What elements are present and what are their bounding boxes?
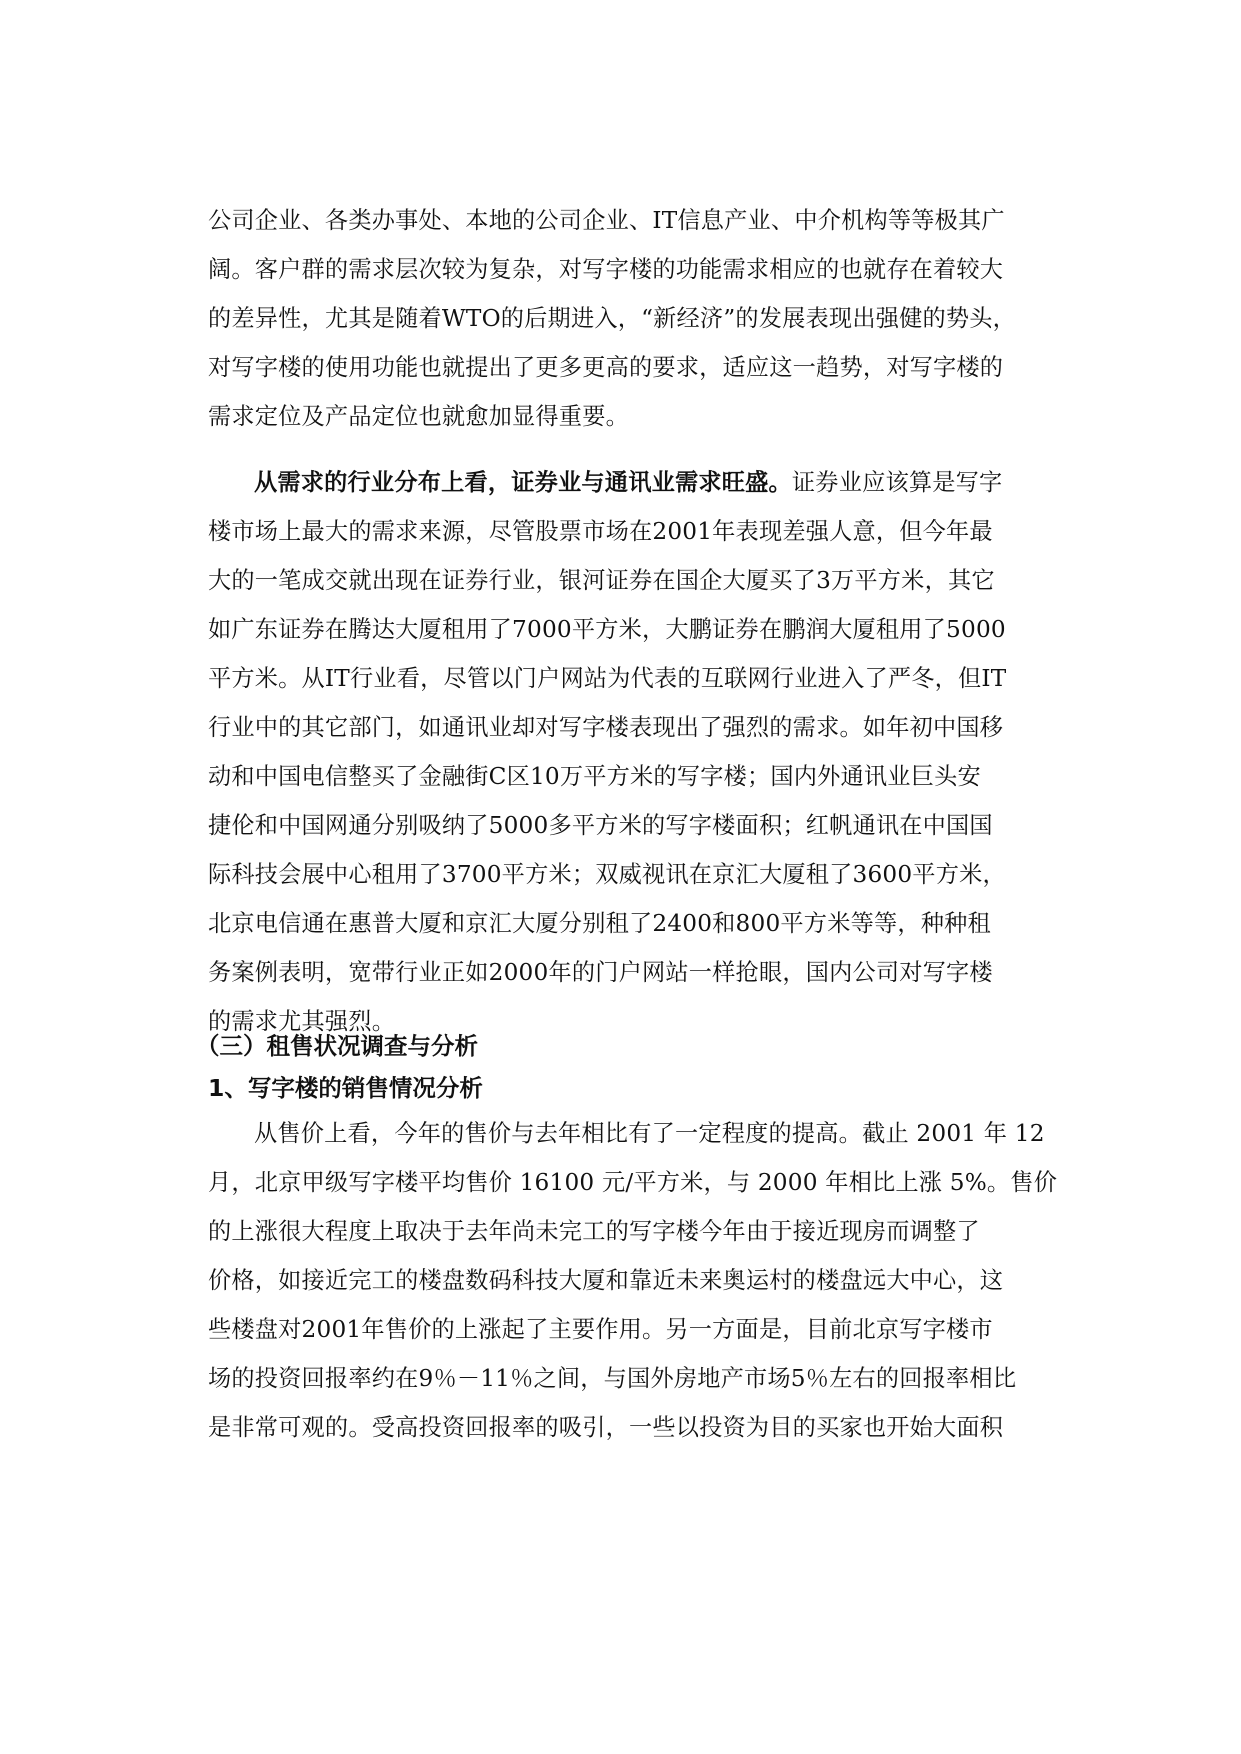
- text-line-first: 从售价上看，今年的售价与去年相比有了一定程度的提高。截止 2001 年 12: [254, 1120, 1045, 1147]
- paragraph-client-demand: [208, 196, 1048, 441]
- text-line: 的上涨很大程度上取决于去年尚未完工的写字楼今年由于接近现房而调整了: [208, 1218, 980, 1245]
- text-line-first: [208, 458, 1048, 507]
- paragraph-sales-analysis: [208, 1109, 1058, 1452]
- text-line: 价格，如接近完工的楼盘数码科技大厦和靠近未来奥运村的楼盘远大中心，这: [208, 1267, 1004, 1294]
- text-line: 场的投资回报率约在9％－11％之间，与国外房地产市场5％左右的回报率相比: [208, 1365, 1017, 1392]
- text-line: 是非常可观的。受高投资回报率的吸引，一些以投资为目的买家也开始大面积: [208, 1414, 1004, 1441]
- text-line: 务案例表明，宽带行业正如2000年的门户网站一样抢眼，国内公司对写字楼: [208, 959, 993, 986]
- text-line: 北京电信通在惠普大厦和京汇大厦分别租了2400和800平方米等等，种种租: [208, 910, 991, 937]
- text-line: 际科技会展中心租用了3700平方米；双威视讯在京汇大厦租了3600平方米，: [208, 861, 1006, 888]
- text-line: 些楼盘对2001年售价的上涨起了主要作用。另一方面是，目前北京写字楼市: [208, 1316, 993, 1343]
- text-line: 动和中国电信整买了金融街C区10万平方米的写字楼；国内外通讯业巨头安: [208, 763, 981, 790]
- text-line: 阔。客户群的需求层次较为复杂，对写字楼的功能需求相应的也就存在着较大: [208, 256, 1004, 283]
- text-line: 楼市场上最大的需求来源，尽管股票市场在2001年表现差强人意，但今年最: [208, 518, 993, 545]
- text-line: 大的一笔成交就出现在证券行业，银河证券在国企大厦买了3万平方米，其它: [208, 567, 995, 594]
- text-line: 对写字楼的使用功能也就提出了更多更高的要求，适应这一趋势，对写字楼的: [208, 354, 1004, 381]
- text-line: 需求定位及产品定位也就愈加显得重要。: [208, 403, 629, 430]
- paragraph-industry-distribution: [208, 458, 1048, 1046]
- text-line: 的差异性，尤其是随着WTO的后期进入，“新经济”的发展表现出强健的势头，: [208, 305, 1017, 332]
- text-line: 如广东证券在腾达大厦租用了7000平方米，大鹏证券在鹏润大厦租用了5000: [208, 616, 1006, 643]
- section-subheading: 1、写字楼的销售情况分析: [208, 1074, 483, 1102]
- text-line: 月，北京甲级写字楼平均售价 16100 元/平方米，与 2000 年相比上涨 5%。售价: [208, 1169, 1058, 1196]
- lead-sentence-rest: 证券业应该算是写字: [791, 469, 1003, 496]
- section-heading-block: [196, 1025, 1048, 1109]
- section-heading: （三）租售状况调查与分析: [196, 1032, 478, 1060]
- text-line: 行业中的其它部门，如通讯业却对写字楼表现出了强烈的需求。如年初中国移: [208, 714, 1004, 741]
- text-line: 平方米。从IT行业看，尽管以门户网站为代表的互联网行业进入了严冬，但IT: [208, 665, 1007, 692]
- text-line: 公司企业、各类办事处、本地的公司企业、IT信息产业、中介机构等等极其广: [208, 207, 1005, 234]
- lead-sentence-bold: 从需求的行业分布上看，证券业与通讯业需求旺盛。: [254, 469, 792, 496]
- text-line: 的需求尤其强烈。: [208, 1008, 396, 1035]
- text-line: 捷伦和中国网通分别吸纳了5000多平方米的写字楼面积；红帆通讯在中国国: [208, 812, 993, 839]
